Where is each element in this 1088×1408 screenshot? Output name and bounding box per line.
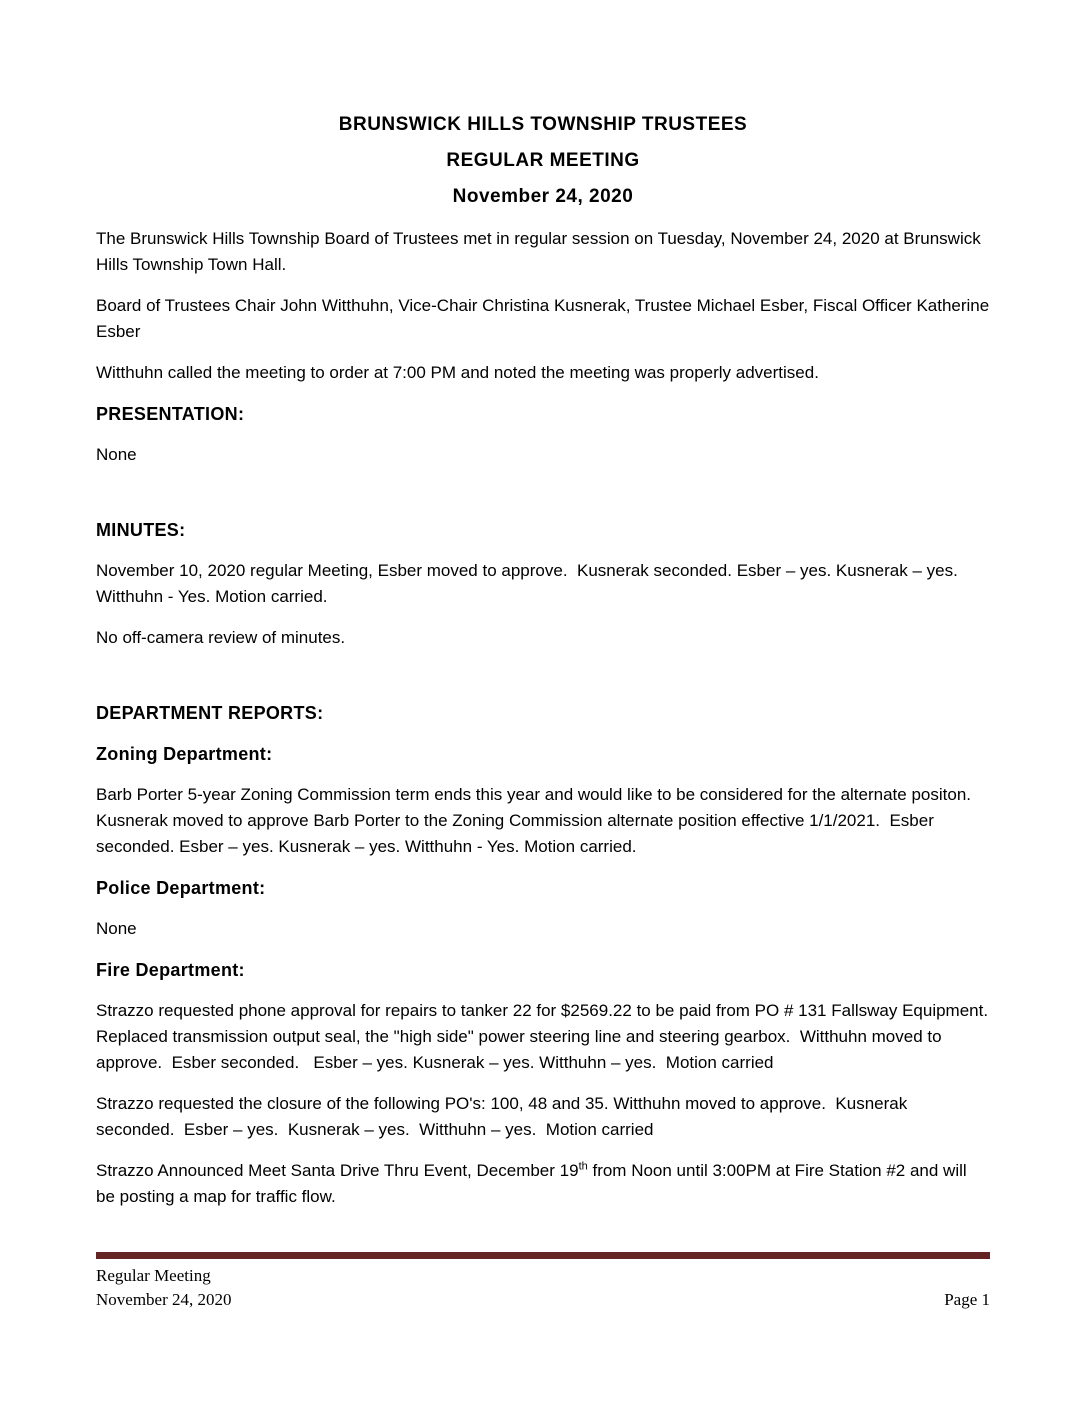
fire-paragraph-santa-event [96, 1158, 990, 1210]
police-department-heading: Police Department: [96, 878, 266, 898]
fire-paragraph-po-closure: Strazzo requested the closure of the following PO's: 100, 48 and 35. Witthuhn moved to approve. Kusnerak seconded. Esber – yes. Kusnerak – yes. Witthuhn – yes. Motion carried [96, 1094, 912, 1139]
intro-paragraph-attendees: Board of Trustees Chair John Witthuhn, Vice-Chair Christina Kusnerak, Trustee Michael Esber, Fiscal Officer Katherine Esber [96, 296, 994, 341]
footer-page-number: Page 1 [944, 1290, 990, 1309]
intro-paragraph-session: The Brunswick Hills Township Board of Trustees met in regular session on Tuesday, November 24, 2020 at Brunswick Hills Township Town Hall. [96, 229, 986, 274]
minutes-paragraph-approval: November 10, 2020 regular Meeting, Esber moved to approve. Kusnerak seconded. Esber – yes. Kusnerak – yes. Witthuhn - Yes. Motion carried. [96, 561, 963, 606]
santa-event-text-start: Strazzo Announced Meet Santa Drive Thru Event, December 19 [96, 1161, 579, 1180]
footer-meeting-date: November 24, 2020 [96, 1290, 232, 1309]
ordinal-superscript: th [578, 1160, 588, 1173]
department-reports-heading: DEPARTMENT REPORTS: [96, 703, 324, 723]
document-title: BRUNSWICK HILLS TOWNSHIP TRUSTEES [338, 114, 748, 135]
section-spacer [96, 666, 990, 700]
zoning-department-heading: Zoning Department: [96, 744, 273, 764]
section-spacer [96, 483, 990, 517]
fire-department-heading: Fire Department: [96, 960, 245, 980]
police-department-paragraph: None [96, 919, 137, 938]
presentation-paragraph: None [96, 445, 137, 464]
santa-event-text-end: from Noon until 3:00PM at Fire Station #2 and will be posting a map for traffic flow. [96, 1161, 972, 1206]
intro-paragraph-call-to-order: Witthuhn called the meeting to order at 7:00 PM and noted the meeting was properly advertised. [96, 363, 819, 382]
document-subtitle: REGULAR MEETING [446, 150, 640, 171]
minutes-heading: MINUTES: [96, 520, 186, 540]
footer-meeting-type: Regular Meeting [96, 1266, 211, 1285]
fire-paragraph-tanker-repair: Strazzo requested phone approval for repairs to tanker 22 for $2569.22 to be paid from PO # 131 Fallsway Equipment. Replaced transmission output seal, the "high side" power steering line and steering gearbox. Witthuhn moved to approve. Esber seconded. Esber – yes. Kusnerak – yes. Witthuhn – yes. Motion carried [96, 1001, 998, 1072]
footer-rule [96, 1252, 990, 1259]
presentation-heading: PRESENTATION: [96, 404, 245, 424]
zoning-department-paragraph: Barb Porter 5-year Zoning Commission term ends this year and would like to be considered for the alternate positon. Kusnerak moved to approve Barb Porter to the Zoning Commission alternate position effective 1/1/2021. Esber seconded. Esber – yes. Kusnerak – yes. Witthuhn - Yes. Motion carried. [96, 785, 976, 856]
footer-row [96, 1264, 990, 1312]
page-footer [96, 1252, 990, 1312]
footer-meeting-info [96, 1264, 232, 1312]
document-date: November 24, 2020 [452, 186, 634, 207]
minutes-paragraph-review: No off-camera review of minutes. [96, 628, 346, 647]
